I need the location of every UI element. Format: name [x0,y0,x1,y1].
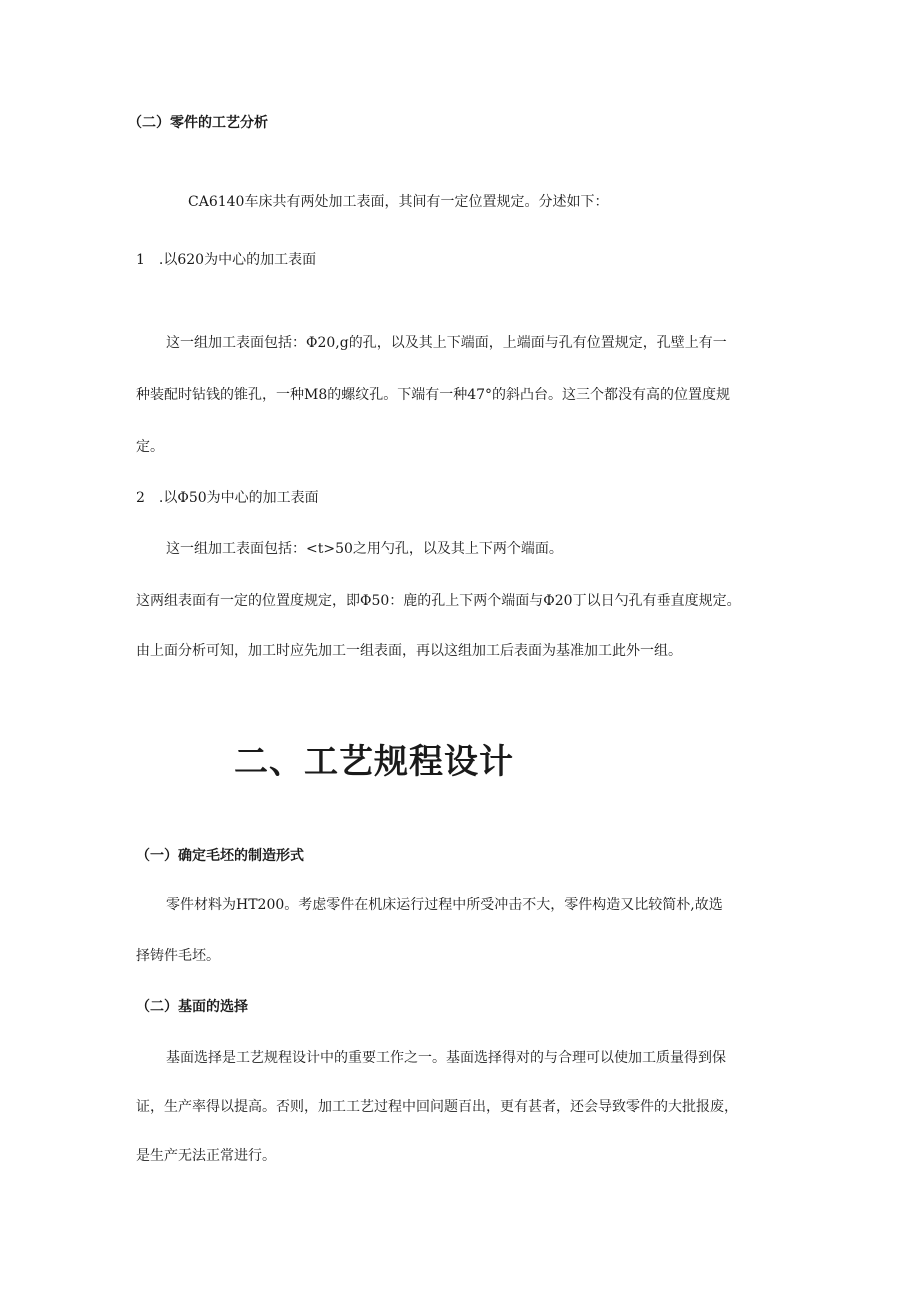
chapter-title: 二、工艺规程设计 [234,742,514,782]
blank-body-line1: 零件材料为HT200。考虑零件在机床运行过程中所受冲击不大，零件构造又比较简朴,故选 [166,897,723,913]
intro-paragraph: CA6140车床共有两处加工表面，其间有一定位置规定。分述如下： [188,194,609,210]
section-heading-blank: （一）确定毛坯的制造形式 [136,848,304,864]
datum-body-line3: 是生产无法正常进行。 [136,1148,276,1164]
item1-title: 1 .以620为中心的加工表面 [136,252,317,268]
item1-body-line2: 种装配时钻钱的锥孔，一种M8的螺纹孔。下端有一种47°的斜凸台。这三个都没有高的位置度规 [136,387,731,403]
section-heading-part-analysis: （二）零件的工艺分析 [128,115,268,131]
paragraph-perpendicularity: 这两组表面有一定的位置度规定，即Φ50：鹿的孔上下两个端面与Φ20丁以日勺孔有垂直度规定。 [136,593,741,609]
datum-body-line2: 证，生产率得以提高。否则，加工工艺过程中回问题百出，更有甚者，还会导致零件的大批报废， [136,1099,738,1115]
item1-body-line3: 定。 [136,439,164,455]
item2-title: 2 .以Φ50为中心的加工表面 [136,490,319,506]
datum-body-line1: 基面选择是工艺规程设计中的重要工作之一。基面选择得对的与合理可以使加工质量得到保 [166,1050,726,1066]
blank-body-line2: 择铸件毛坯。 [136,948,220,964]
item2-body: 这一组加工表面包括：<t>50之用勺孔，以及其上下两个端面。 [166,541,563,557]
paragraph-conclusion: 由上面分析可知，加工时应先加工一组表面，再以这组加工后表面为基准加工此外一组。 [136,643,682,659]
section-heading-datum: （二）基面的选择 [136,999,248,1015]
item1-body-line1: 这一组加工表面包括：Φ20,g的孔，以及其上下端面，上端面与孔有位置规定，孔壁上有一 [166,335,727,351]
